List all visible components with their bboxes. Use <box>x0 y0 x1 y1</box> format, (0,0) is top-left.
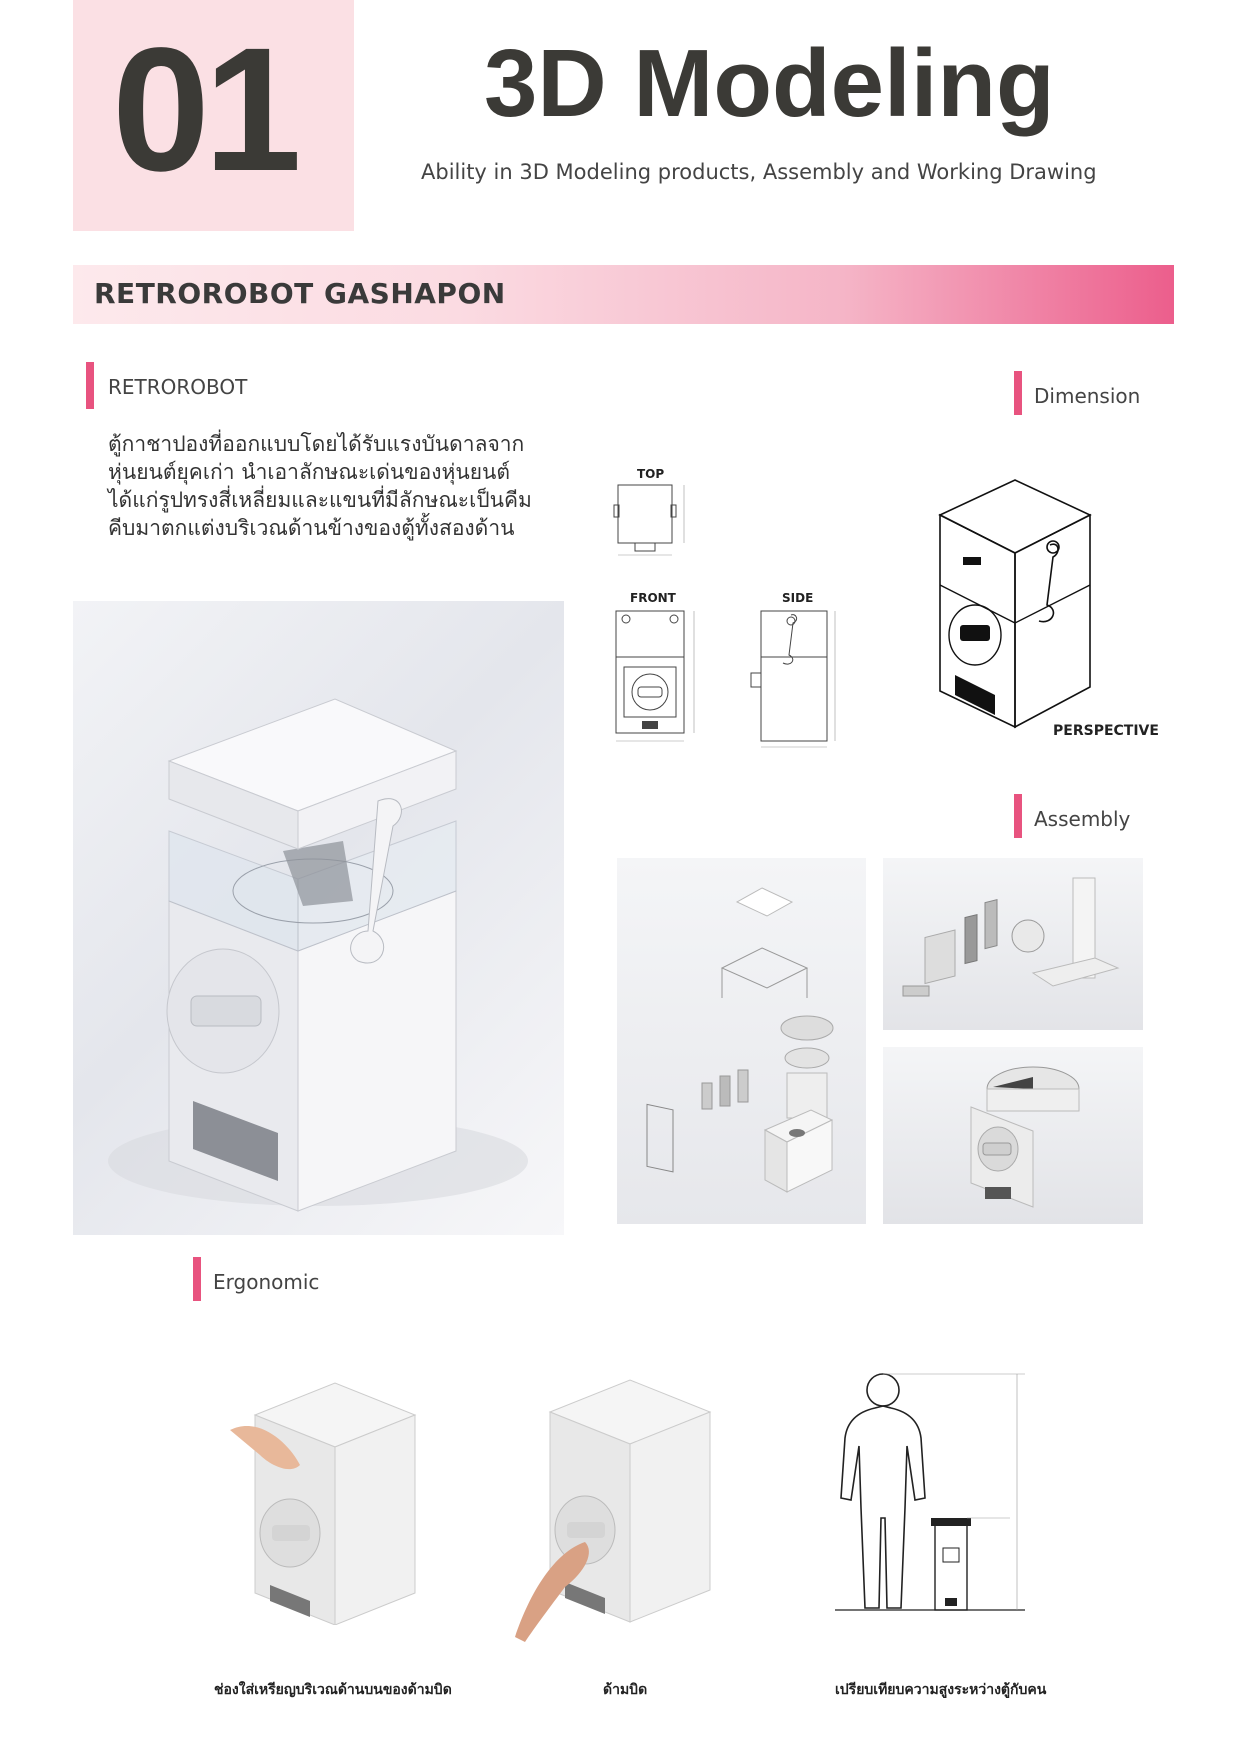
description-line: ตู้กาชาปองที่ออกแบบโดยได้รับแรงบันดาลจาก <box>108 432 525 456</box>
section-number: 01 <box>112 12 296 208</box>
view-label-front: FRONT <box>630 591 676 605</box>
ergonomic-knob-image <box>515 1352 725 1642</box>
page-title: 3D Modeling <box>484 30 1055 137</box>
front-view-drawing <box>608 607 708 752</box>
top-view-drawing <box>608 483 698 563</box>
ergonomic-caption: ด้ามบิด <box>603 1682 648 1698</box>
side-view-drawing <box>745 607 845 752</box>
ergonomic-caption: เปรียบเทียบความสูงระหว่างตู้กับคน <box>835 1682 1047 1698</box>
dimension-heading: Dimension <box>1034 384 1141 408</box>
project-title: RETROROBOT GASHAPON <box>94 277 506 310</box>
section-marker <box>1014 794 1022 838</box>
section-marker <box>86 362 94 409</box>
description-line: ได้แก่รูปทรงสี่เหลี่ยมและแขนที่มีลักษณะเป็นคีม <box>108 488 532 512</box>
retrorobot-heading: RETROROBOT <box>108 375 248 399</box>
ergonomic-coin-slot-image <box>230 1355 430 1625</box>
ergonomic-height-comparison-image <box>835 1368 1035 1618</box>
assembly-heading: Assembly <box>1034 807 1131 831</box>
assembly-mechanism-image <box>883 858 1143 1030</box>
description-line: หุ่นยนต์ยุคเก่า นำเอาลักษณะเด่นของหุ่นยนต์ <box>108 460 511 484</box>
assembly-subassembly-image <box>883 1047 1143 1224</box>
section-marker <box>1014 371 1022 415</box>
page-subtitle: Ability in 3D Modeling products, Assembly and Working Drawing <box>421 160 1097 184</box>
ergonomic-heading: Ergonomic <box>213 1270 320 1294</box>
section-marker <box>193 1257 201 1301</box>
assembly-exploded-image <box>617 858 866 1224</box>
view-label-perspective: PERSPECTIVE <box>1053 723 1159 739</box>
ergonomic-caption: ช่องใส่เหรียญบริเวณด้านบนของด้ามบิด <box>214 1682 452 1698</box>
perspective-drawing <box>935 475 1095 735</box>
description-line: คีบมาตกแต่งบริเวณด้านข้างของตู้ทั้งสองด้าน <box>108 516 515 540</box>
main-render-image <box>73 601 564 1235</box>
retrorobot-description <box>108 430 538 542</box>
view-label-side: SIDE <box>782 591 814 605</box>
view-label-top: TOP <box>637 467 665 481</box>
